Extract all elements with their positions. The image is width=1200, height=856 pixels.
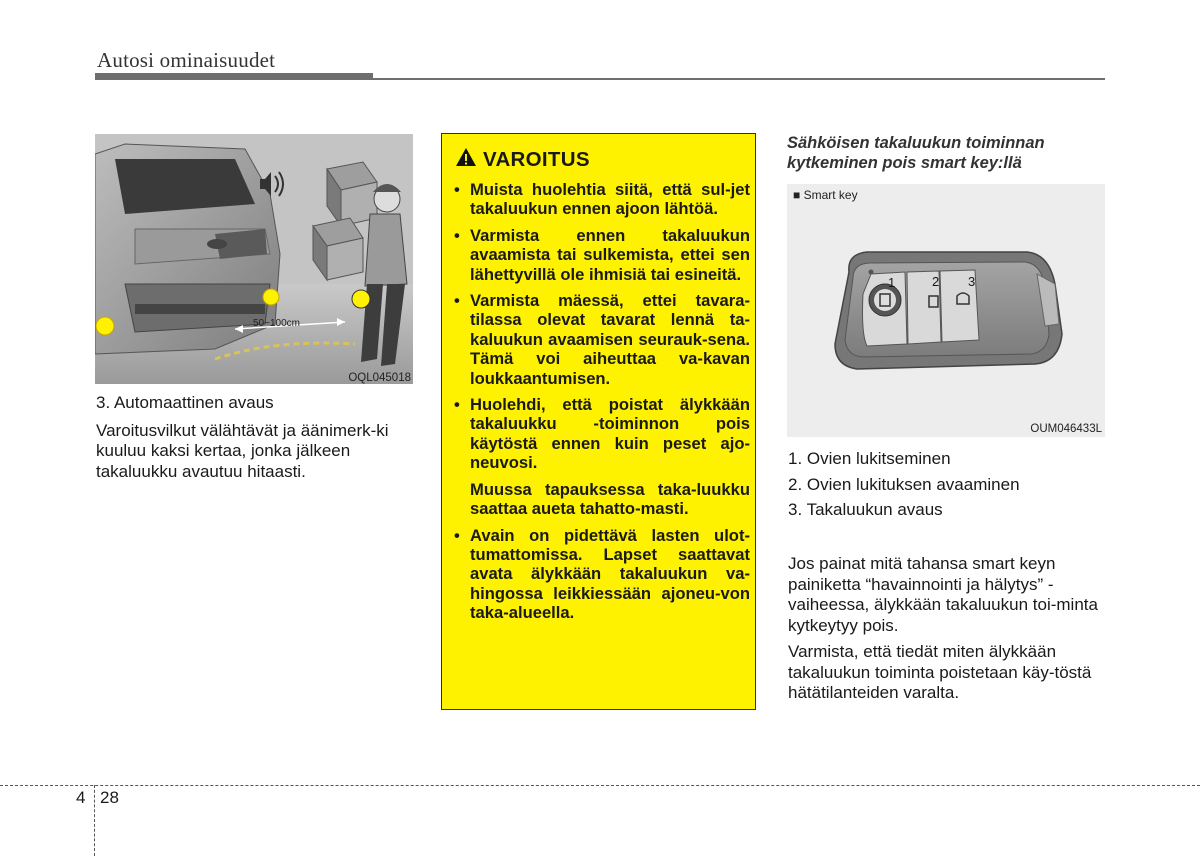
figure-label: ■ Smart key	[793, 188, 858, 202]
section-subheading: Sähköisen takaluukun toiminnan kytkeminen pois smart key:llä	[787, 134, 1045, 172]
warning-item-continuation: Muussa tapauksessa taka-luukku saattaa aueta tahatto-masti.	[470, 479, 750, 519]
body-paragraph: Varmista, että tiedät miten älykkään takaluukun toiminta poistetaan käy-töstä hätätilanteiden varalta.	[788, 642, 1092, 702]
tailgate-illustration	[95, 134, 413, 384]
list-item: 3. Takaluukun avaus	[788, 500, 943, 519]
distance-label: 50~100cm	[253, 318, 300, 329]
warning-box	[441, 133, 756, 710]
warning-item: • Avain on pidettävä lasten ulot-tumattomissa. Lapset saattavat avata älykkään takaluukun va-hingossa leikkiessään ajoneu-von taka-alueella.	[454, 525, 750, 623]
list-item: 2. Ovien lukituksen avaaminen	[788, 474, 1020, 494]
list-item: 1. Ovien lukitseminen	[788, 449, 951, 468]
body-paragraph: Varoitusvilkut välähtävät ja äänimerk-ki kuuluu kaksi kertaa, jonka jälkeen takaluukku avautuu hitaasti.	[96, 420, 389, 481]
warning-triangle-icon	[455, 147, 477, 172]
page-number: 28	[100, 788, 119, 807]
warning-header	[455, 147, 590, 172]
header-rule-thick	[95, 73, 373, 80]
footer-vertical-divider	[94, 785, 95, 856]
body-paragraph: Jos painat mitä tahansa smart keyn painiketta “havainnointi ja hälytys” -vaiheessa, älykkään takaluukun toi-minta kytkeytyy pois.	[788, 554, 1098, 635]
right-column-text	[788, 554, 1106, 710]
footer-divider	[0, 785, 1200, 786]
key-button-number: 3	[968, 274, 976, 289]
page-header-title: Autosi ominaisuudet	[97, 48, 276, 72]
chapter-number: 4	[76, 788, 86, 807]
section-heading: 3. Automaattinen avaus	[96, 393, 274, 412]
key-button-number: 2	[932, 274, 940, 289]
figure-code: OUM046433L	[1030, 423, 1102, 435]
warning-title: VAROITUS	[483, 147, 590, 171]
key-button-list	[788, 449, 1020, 526]
warning-item: • Varmista ennen takaluukun avaamista tai sulkemista, ettei sen lähettyvillä ole ihmisiä tai esineitä.	[454, 225, 750, 284]
warning-item: • Varmista mäessä, ettei tavara-tilassa olevat tavarat lennä ta-kaluukun avaamisen seurauk-sena. Tämä voi aiheuttaa va-kavan loukkaantumisen.	[454, 291, 750, 388]
warning-item: • Huolehdi, että poistat älykkään takaluukku -toiminnon pois käytöstä ennen kuin peset ajo-neuvosi.	[454, 395, 750, 473]
figure-code: OQL045018	[348, 372, 411, 384]
warning-list	[454, 180, 750, 630]
warning-item: • Muista huolehtia siitä, että sul-jet takaluukun ennen ajoon lähtöä.	[454, 180, 750, 219]
left-column-text	[96, 393, 416, 489]
header-rule-thin	[373, 78, 1105, 80]
key-button-number: 1	[888, 275, 896, 290]
smart-key-illustration	[787, 184, 1105, 437]
